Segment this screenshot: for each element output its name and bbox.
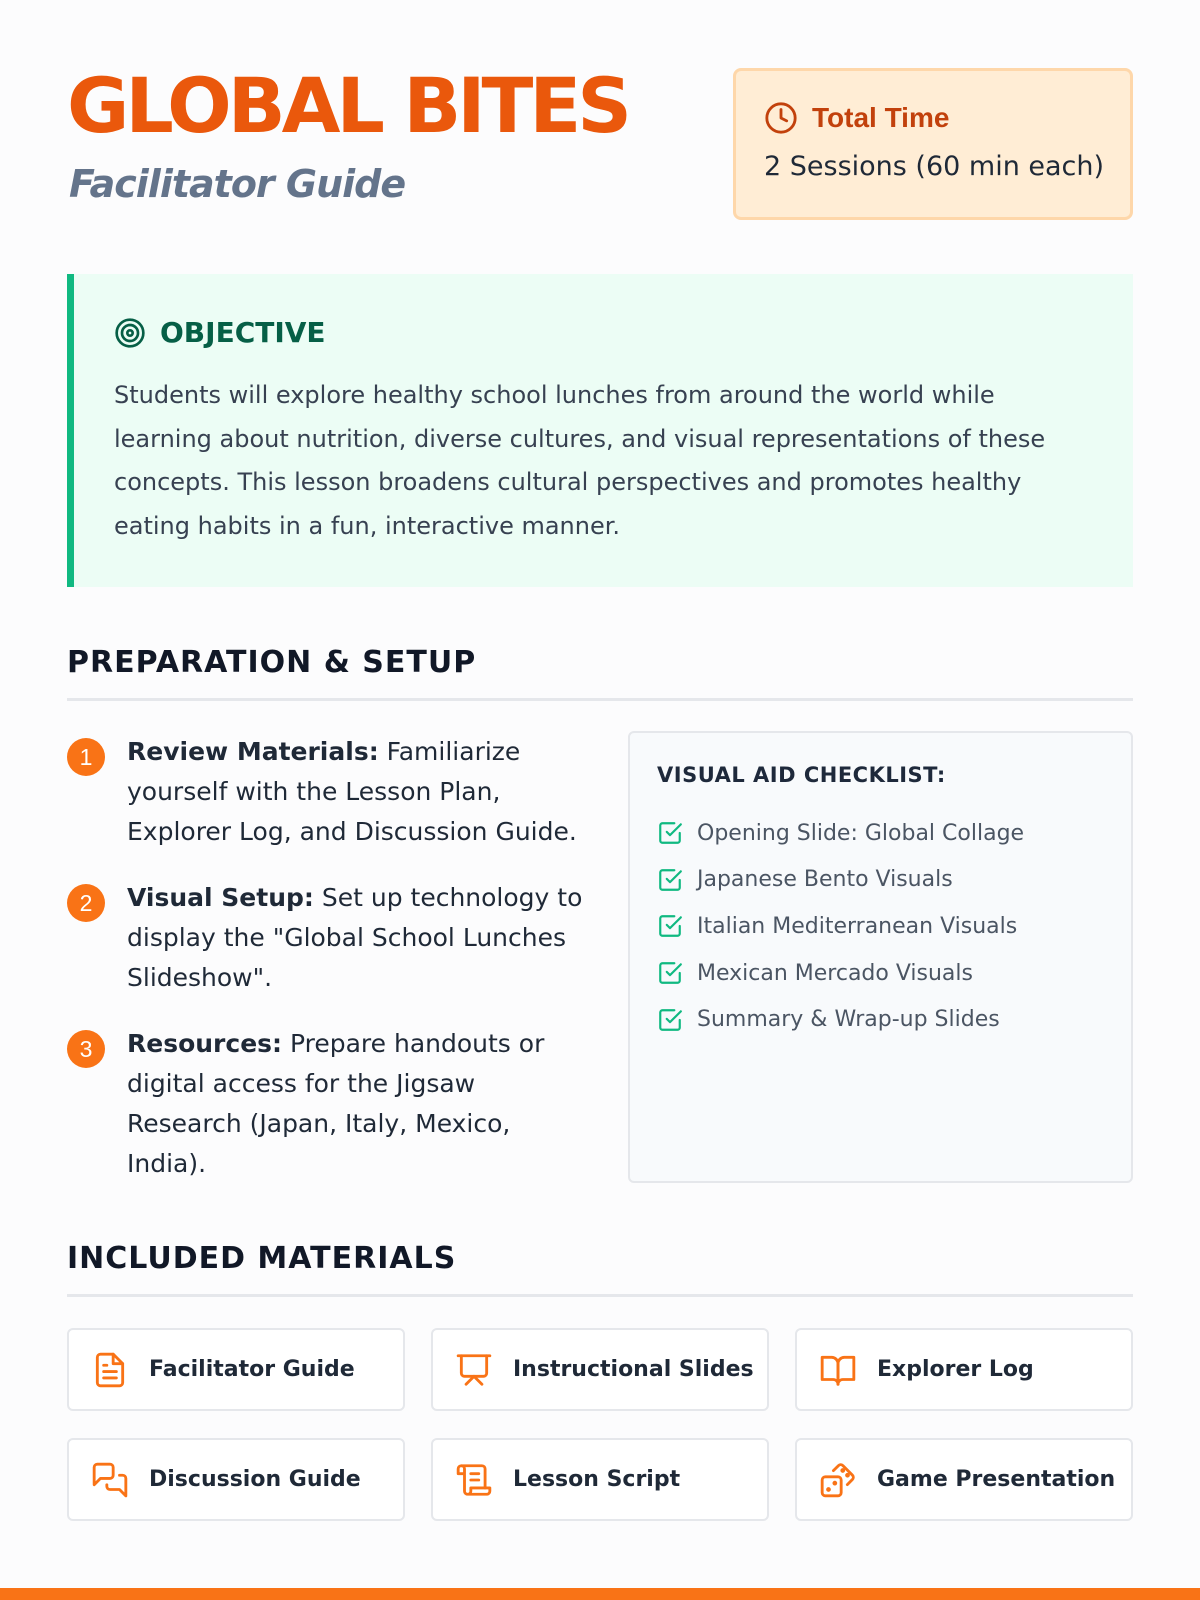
checkbox-checked-icon [657,913,683,939]
checklist-item [657,857,1024,904]
target-icon [114,317,146,349]
checklist-item-label: Mexican Mercado Visuals [697,960,973,986]
dice-icon [819,1461,857,1499]
material-label: Instructional Slides [513,1357,754,1382]
step-number: 3 [67,1030,105,1068]
checkbox-checked-icon [657,1007,683,1033]
step-description: Prepare handouts or digital access for the Jigsaw Research (Japan, Italy, Mexico, India). [127,1029,545,1178]
step-item [67,878,587,998]
chat-icon [91,1461,129,1499]
checklist-item [657,810,1024,857]
checklist-items [657,810,1024,1043]
objective-label: OBJECTIVE [160,316,326,349]
step-item [67,1024,587,1184]
checklist-item-label: Italian Mediterranean Visuals [697,913,1018,939]
material-card-explorer-log[interactable] [795,1328,1133,1411]
clock-icon [764,101,798,135]
preparation-steps [67,732,587,1210]
footer-accent-bar [0,1588,1200,1600]
materials-heading: INCLUDED MATERIALS [67,1241,1133,1297]
document-icon [91,1351,129,1389]
step-heading: Visual Setup: [127,883,314,912]
step-number: 2 [67,884,105,922]
book-icon [819,1351,857,1389]
material-card-discussion-guide[interactable] [67,1438,405,1521]
page-title: GLOBAL BITES [67,61,629,150]
step-heading: Resources: [127,1029,283,1058]
step-heading: Review Materials: [127,737,379,766]
material-label: Game Presentation [877,1467,1116,1492]
page-subtitle: Facilitator Guide [69,162,406,206]
checkbox-checked-icon [657,820,683,846]
objective-header [114,316,326,349]
material-label: Lesson Script [513,1467,681,1492]
objective-box [67,274,1133,587]
header [67,61,1133,226]
total-time-header [764,101,949,135]
preparation-heading: PREPARATION & SETUP [67,645,1133,701]
step-description: Familiarize yourself with the Lesson Plan, Explorer Log, and Discussion Guide. [127,737,577,846]
step-text [127,1024,587,1184]
material-card-game-presentation[interactable] [795,1438,1133,1521]
step-description: Set up technology to display the "Global School Lunches Slideshow". [127,883,583,992]
checklist-item [657,996,1024,1043]
scroll-icon [455,1461,493,1499]
presentation-icon [455,1351,493,1389]
checkbox-checked-icon [657,960,683,986]
checklist-item [657,950,1024,997]
step-item [67,732,587,852]
checklist-title: VISUAL AID CHECKLIST: [657,763,946,787]
material-label: Facilitator Guide [149,1357,355,1382]
total-time-value: 2 Sessions (60 min each) [764,151,1105,182]
checklist-item-label: Summary & Wrap-up Slides [697,1007,1000,1033]
checkbox-checked-icon [657,867,683,893]
material-card-instructional-slides[interactable] [431,1328,769,1411]
visual-aid-checklist [628,731,1133,1183]
checklist-item-label: Opening Slide: Global Collage [697,820,1025,846]
step-number: 1 [67,738,105,776]
total-time-label: Total Time [812,102,950,133]
checklist-item [657,903,1024,950]
step-text [127,732,587,852]
total-time-box [733,68,1133,220]
step-text [127,878,587,998]
checklist-item-label: Japanese Bento Visuals [697,867,953,893]
material-label: Explorer Log [877,1357,1034,1382]
material-card-lesson-script[interactable] [431,1438,769,1521]
material-label: Discussion Guide [149,1467,361,1492]
objective-text: Students will explore healthy school lunches from around the world while learning about nutrition, diverse cultures, and visual representations of these concepts. This lesson broadens cultural perspectives and promotes healthy eating habits in a fun, interactive manner. [114,381,1046,540]
material-card-facilitator-guide[interactable] [67,1328,405,1411]
